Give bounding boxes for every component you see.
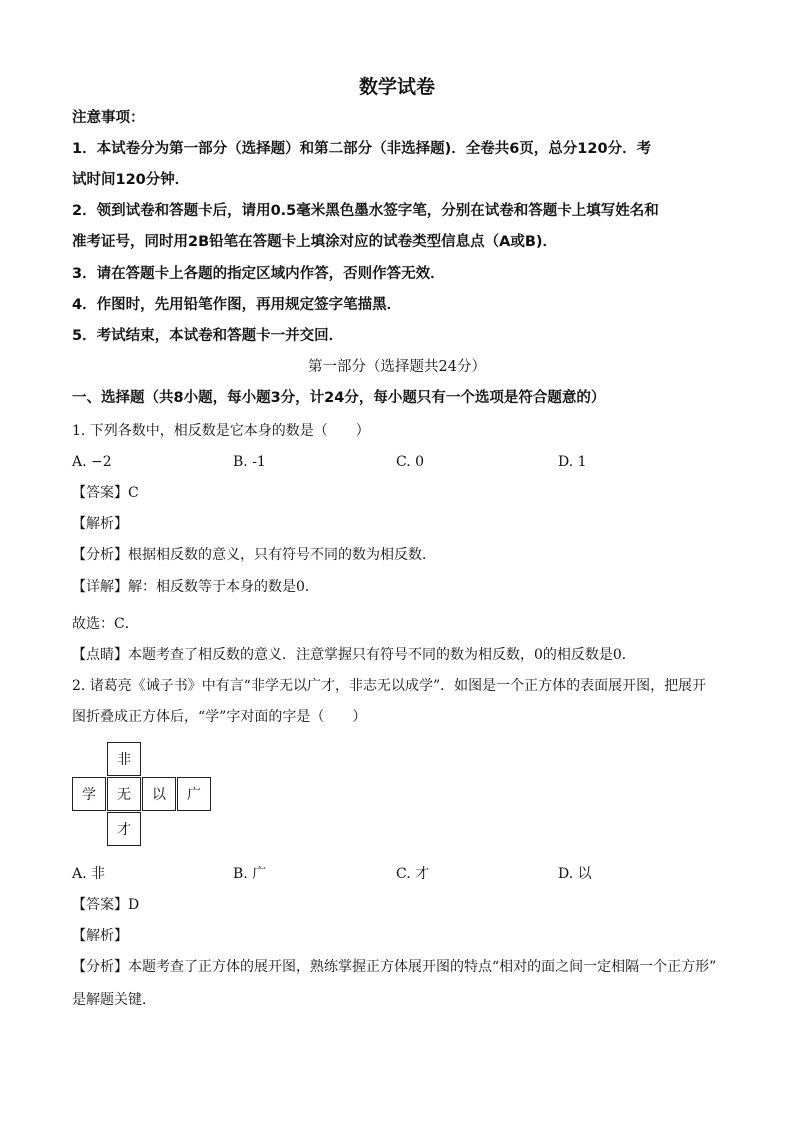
q2-stem-line2: 图折叠成正方体后，“学”字对面的字是（ ） [72,709,367,725]
q2-option-d: D. 以 [558,866,592,882]
section1-heading: 一、选择题（共8小题，每小题3分，计24分，每小题只有一个选项是符合题意的） [72,390,606,406]
notice-item-5: 5．考试结束，本试卷和答题卡一并交回． [72,328,344,344]
q1-answer: 【答案】C [72,485,139,501]
notice-heading: 注意事项： [72,110,145,126]
cube-net-diagram [72,742,214,846]
notice-item-1a: 1．本试卷分为第一部分（选择题）和第二部分（非选择题)．全卷共6页，总分120分．考 [72,141,652,157]
q2-option-b: B. 广 [233,866,267,882]
q1-xiangjie: 【详解】解：相反数等于本身的数是0． [72,579,319,595]
net-cell-row-4: 广 [177,777,211,811]
q1-option-a: A. −2 [72,454,112,470]
net-cell-top: 非 [107,742,141,776]
notice-item-3: 3．请在答题卡上各题的指定区域内作答，否则作答无效． [72,266,445,282]
q2-stem-line1: 2. 诸葛亮《诫子书》中有言“非学无以广才，非志无以成学”．如图是一个正方体的表面展开图，把展开 [72,678,707,694]
page-title: 数学试卷 [358,76,435,98]
net-cell-bottom: 才 [107,812,141,846]
q1-dianjing: 【点睛】本题考查了相反数的意义．注意掌握只有符号不同的数为相反数，0的相反数是0． [72,647,636,663]
notice-item-4: 4．作图时，先用铅笔作图，再用规定签字笔描黑． [72,297,402,313]
notice-item-2a: 2．领到试卷和答题卡后，请用0.5毫米黑色墨水签字笔，分别在试卷和答题卡上填写姓名和 [72,203,659,219]
part1-heading: 第一部分（选择题共24分） [308,359,486,375]
q1-guxuan: 故选：C． [72,616,139,632]
net-cell-row-3: 以 [142,777,176,811]
q2-answer: 【答案】D [72,897,140,913]
notice-item-1b: 试时间120分钟． [72,172,190,188]
q2-option-a: A. 非 [72,866,106,882]
q1-option-c: C. 0 [396,454,425,470]
q1-analysis-label: 【解析】 [72,516,128,532]
q2-analysis-label: 【解析】 [72,928,128,944]
q1-fenxi: 【分析】根据相反数的意义，只有符号不同的数为相反数． [72,547,436,563]
q2-fenxi-line2: 是解题关键． [72,992,156,1008]
net-cell-row-1: 学 [72,777,106,811]
q1-option-d: D. 1 [558,454,587,470]
q1-option-b: B. -1 [233,454,266,470]
q2-option-c: C. 才 [396,866,430,882]
q1-stem: 1. 下列各数中，相反数是它本身的数是（ ） [72,423,370,439]
notice-item-2b: 准考证号，同时用2B铅笔在答题卡上填涂对应的试卷类型信息点（A或B)． [72,234,558,250]
q2-fenxi-line1: 【分析】本题考查了正方体的展开图，熟练掌握正方体展开图的特点“相对的面之间一定相隔一个正方形” [72,959,717,975]
net-cell-row-2: 无 [107,777,141,811]
